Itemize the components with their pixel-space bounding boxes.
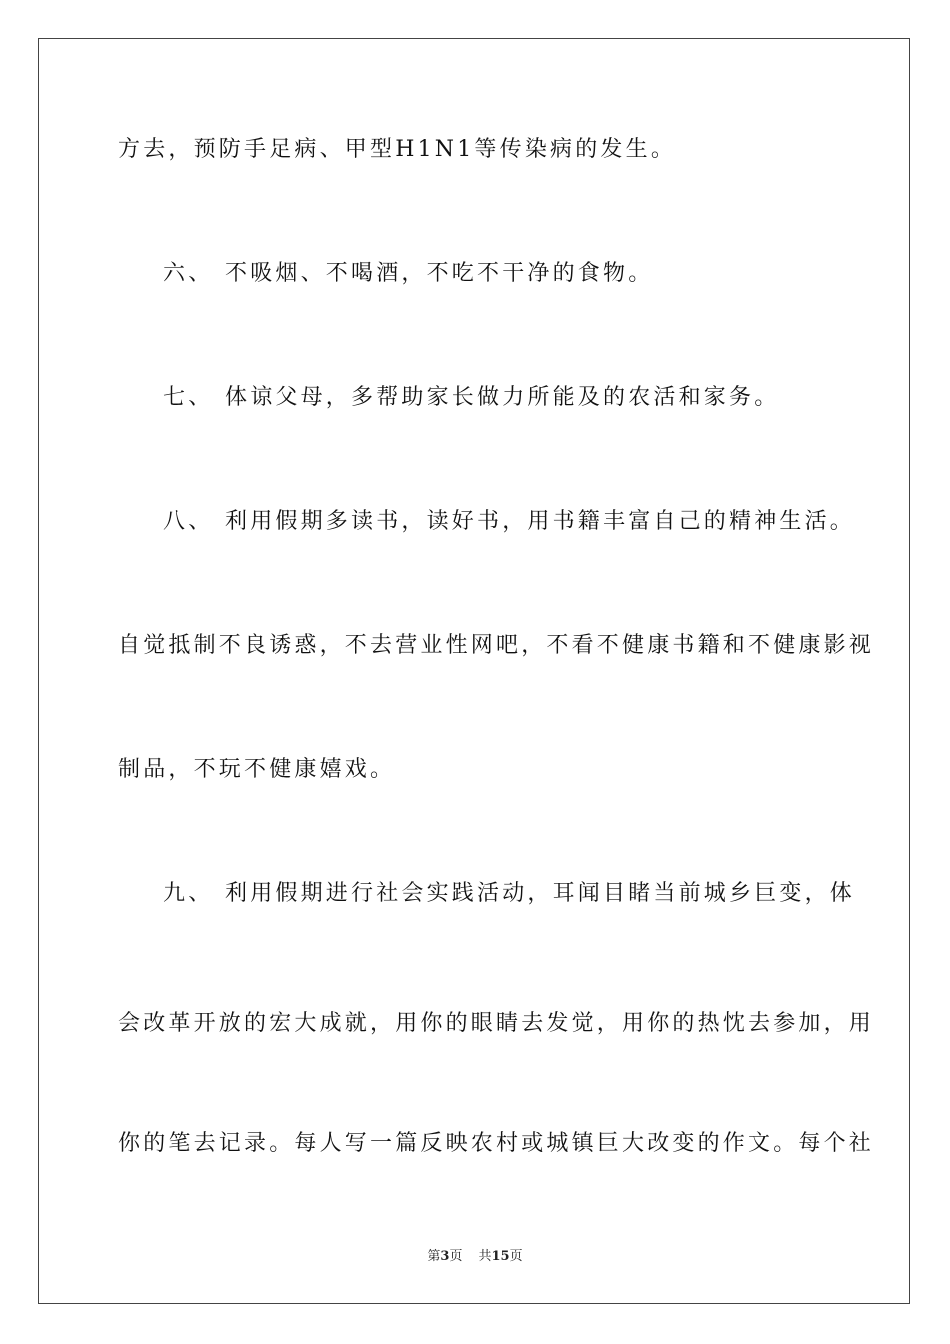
paragraph-line — [118, 1010, 874, 1038]
list-number: 六、 — [163, 261, 214, 286]
list-item-6 — [163, 260, 653, 288]
total-prefix: 共 — [478, 1249, 492, 1264]
paragraph-line — [118, 756, 395, 784]
line-text: 利用假期进行社会实践活动，耳闻目睹当前城乡巨变，体 — [225, 881, 856, 906]
list-number: 七、 — [163, 385, 214, 410]
line-text: 自觉抵制不良诱惑，不去营业性网吧，不看不健康书籍和不健康影视 — [118, 633, 875, 658]
line-text: 不吸烟、不喝酒，不吃不干净的食物。 — [225, 261, 654, 286]
page-current: 3 — [440, 1249, 450, 1264]
line-text: 方去，预防手足病、甲型H1N1等传染病的发生。 — [118, 137, 677, 162]
line-text: 体谅父母，多帮助家长做力所能及的农活和家务。 — [225, 385, 780, 410]
line-text: 制品，不玩不健康嬉戏。 — [118, 757, 396, 782]
list-item-8 — [163, 508, 855, 536]
page-unit: 页 — [449, 1249, 463, 1264]
list-item-9 — [163, 880, 855, 908]
line-text: 你的笔去记录。每人写一篇反映农村或城镇巨大改变的作文。每个社 — [118, 1131, 875, 1156]
total-unit: 页 — [509, 1249, 523, 1264]
paragraph-line — [118, 136, 676, 164]
page-footer — [0, 1248, 950, 1266]
page-total: 15 — [491, 1249, 510, 1264]
line-text: 利用假期多读书，读好书，用书籍丰富自己的精神生活。 — [225, 509, 856, 534]
paragraph-line — [118, 1130, 874, 1158]
page-prefix: 第 — [427, 1249, 441, 1264]
page-border — [38, 38, 910, 1304]
list-number: 八、 — [163, 509, 214, 534]
line-text: 会改革开放的宏大成就，用你的眼睛去发觉，用你的热忱去参加，用 — [118, 1011, 875, 1036]
list-item-7 — [163, 384, 779, 412]
paragraph-line — [118, 632, 874, 660]
list-number: 九、 — [163, 881, 214, 906]
